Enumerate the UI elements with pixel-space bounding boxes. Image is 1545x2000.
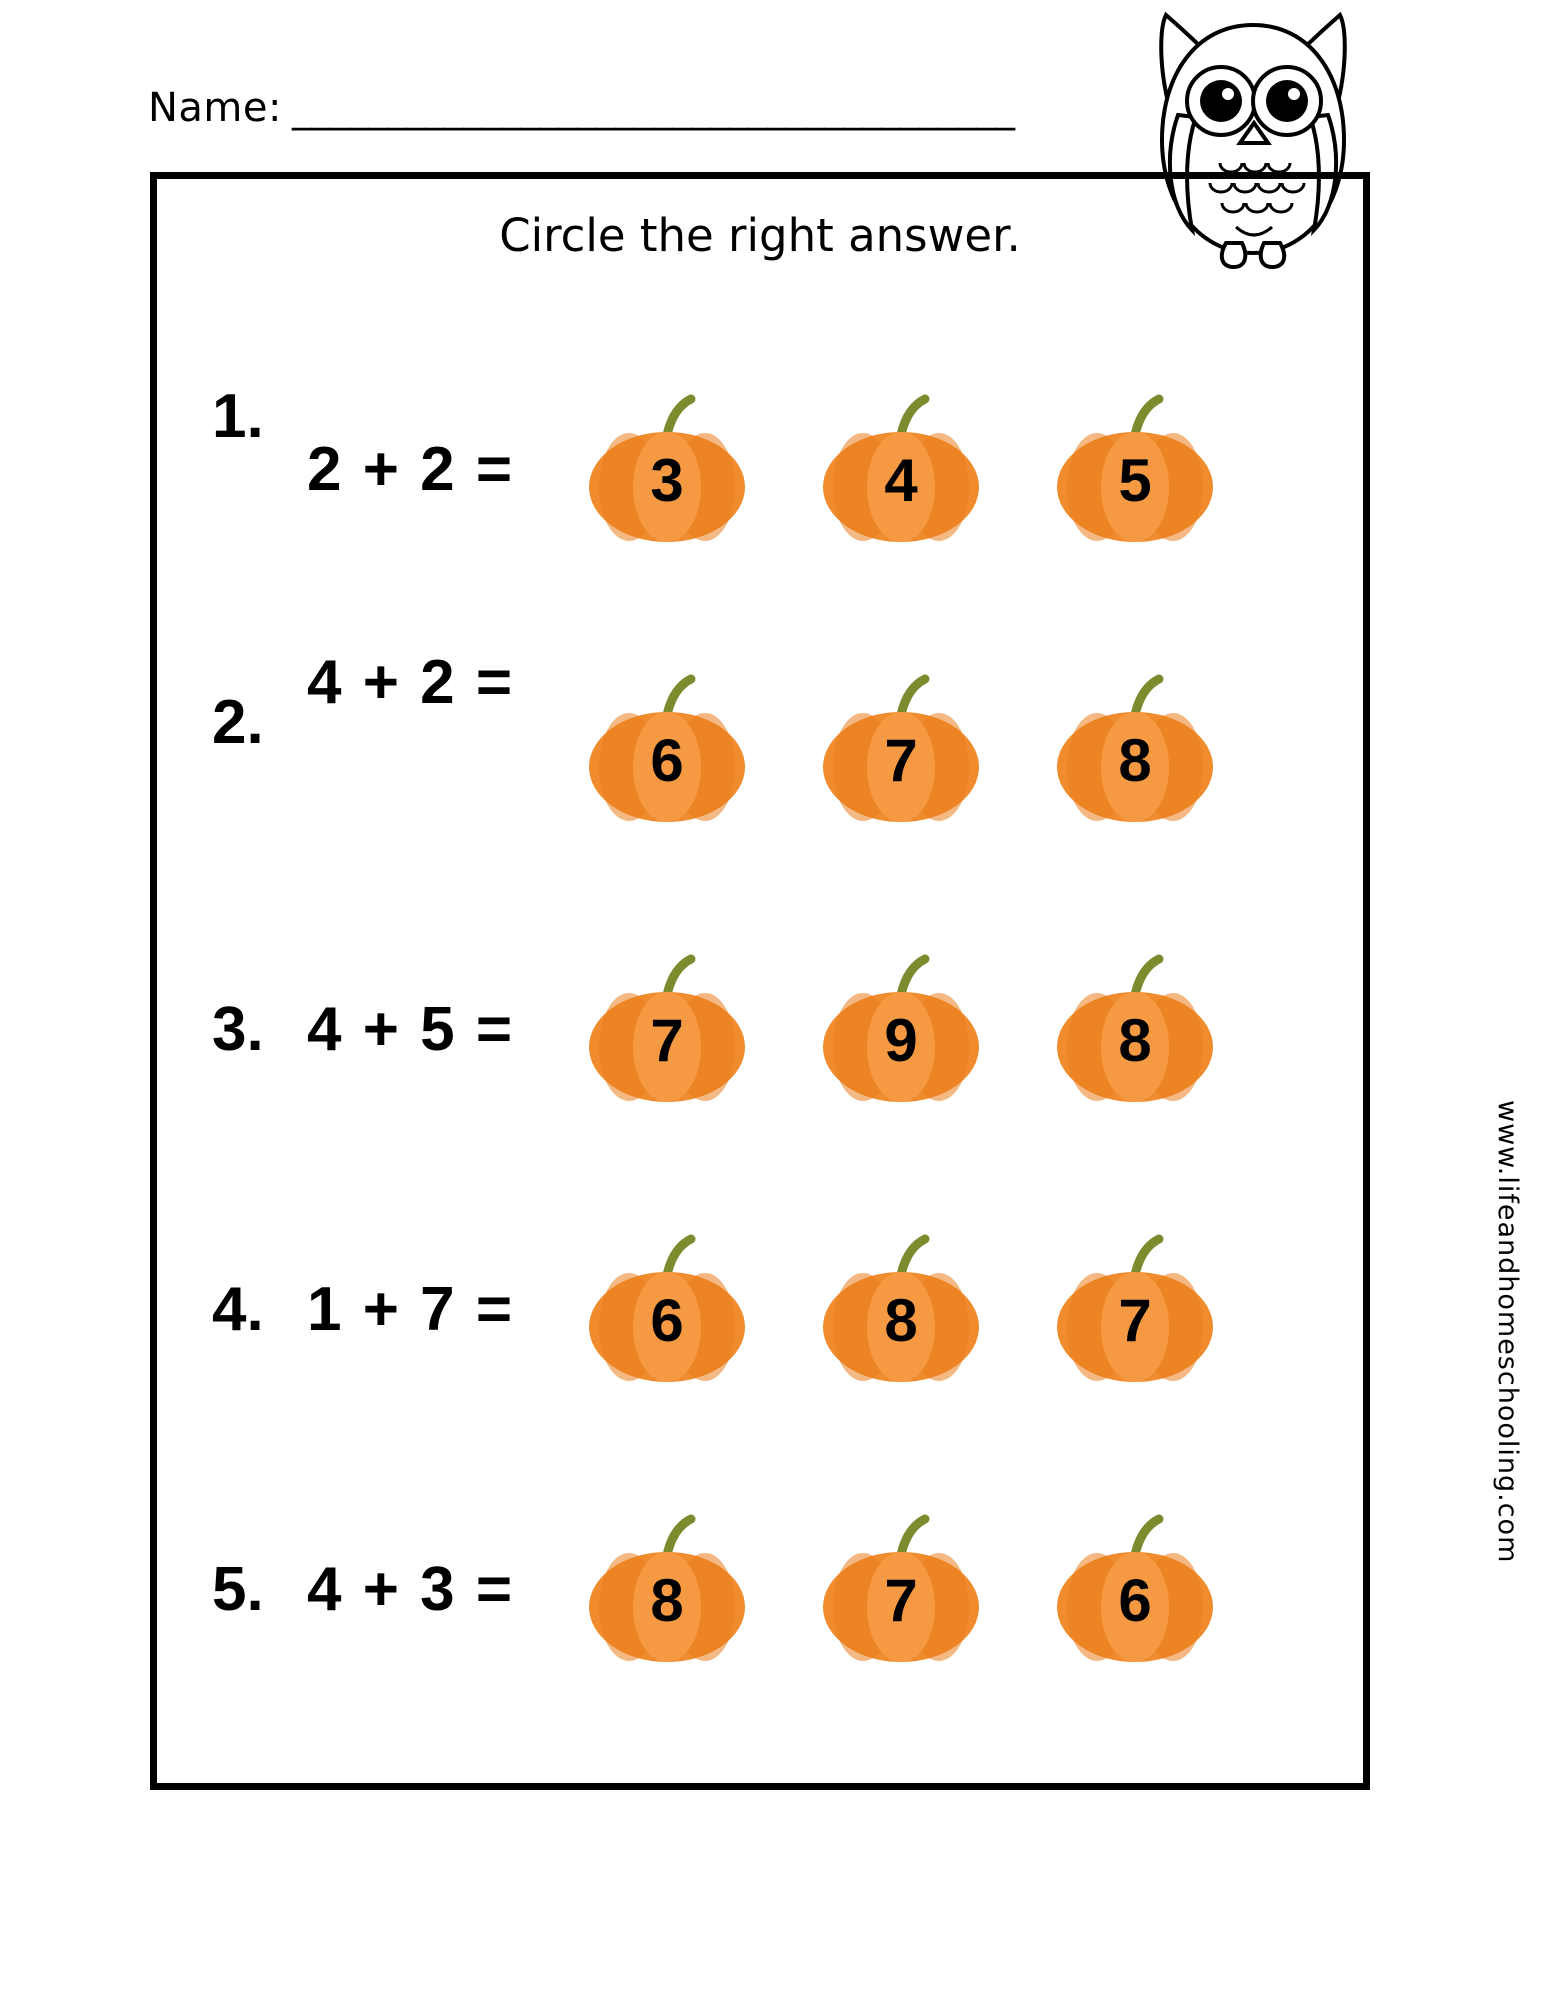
answer-value: 8 — [1118, 1006, 1152, 1074]
answer-value: 8 — [1118, 726, 1152, 794]
problem-row — [157, 329, 1363, 609]
answer-option-pumpkin[interactable] — [567, 1509, 767, 1669]
problem-equation: 4 + 2 = — [307, 648, 515, 717]
problem-equation: 4 + 3 = — [307, 1554, 515, 1624]
answer-option-pumpkin[interactable] — [801, 1229, 1001, 1389]
answer-choices — [567, 1229, 1367, 1389]
name-label: Name: — [148, 85, 282, 131]
answer-option-pumpkin[interactable] — [801, 1509, 1001, 1669]
answer-option-pumpkin[interactable] — [1035, 949, 1235, 1109]
answer-option-pumpkin[interactable] — [567, 389, 767, 549]
problem-equation: 4 + 5 = — [307, 994, 515, 1064]
answer-option-pumpkin[interactable] — [567, 1229, 767, 1389]
answer-option-pumpkin[interactable] — [1035, 389, 1235, 549]
answer-option-pumpkin[interactable] — [1035, 1229, 1235, 1389]
answer-value: 8 — [650, 1566, 684, 1634]
answer-choices — [567, 389, 1367, 549]
answer-option-pumpkin[interactable] — [801, 389, 1001, 549]
problem-list — [157, 329, 1363, 1729]
problem-row — [157, 889, 1363, 1169]
worksheet-box — [150, 172, 1370, 1790]
answer-value: 6 — [1118, 1566, 1152, 1634]
answer-value: 3 — [650, 446, 684, 514]
answer-value: 7 — [884, 1566, 918, 1634]
answer-option-pumpkin[interactable] — [567, 669, 767, 829]
instruction-text: Circle the right answer. — [499, 209, 1021, 262]
site-url-text: www.lifeandhomeschooling.com — [1492, 1100, 1523, 1564]
problem-row — [157, 1169, 1363, 1449]
answer-option-pumpkin[interactable] — [801, 949, 1001, 1109]
answer-choices — [567, 1509, 1367, 1669]
answer-value: 6 — [650, 1286, 684, 1354]
answer-value: 4 — [884, 446, 918, 514]
answer-option-pumpkin[interactable] — [1035, 1509, 1235, 1669]
problem-row — [157, 1449, 1363, 1729]
answer-value: 5 — [1118, 446, 1152, 514]
answer-value: 7 — [884, 726, 918, 794]
name-blank[interactable]: ______________________________________ — [291, 85, 1014, 131]
answer-value: 8 — [884, 1286, 918, 1354]
problem-equation: 2 + 2 = — [307, 434, 515, 504]
answer-value: 9 — [884, 1006, 918, 1074]
name-line — [148, 85, 1014, 131]
answer-value: 6 — [650, 726, 684, 794]
problem-number: 5. — [212, 1554, 264, 1624]
answer-option-pumpkin[interactable] — [567, 949, 767, 1109]
problem-equation: 1 + 7 = — [307, 1274, 515, 1344]
answer-option-pumpkin[interactable] — [1035, 669, 1235, 829]
problem-number: 4. — [212, 1274, 264, 1344]
answer-option-pumpkin[interactable] — [801, 669, 1001, 829]
problem-number: 1. — [212, 382, 264, 451]
answer-value: 7 — [1118, 1286, 1152, 1354]
answer-choices — [567, 669, 1367, 829]
answer-value: 7 — [650, 1006, 684, 1074]
answer-choices — [567, 949, 1367, 1109]
problem-row — [157, 609, 1363, 889]
problem-number: 3. — [212, 994, 264, 1064]
problem-number: 2. — [212, 688, 264, 757]
